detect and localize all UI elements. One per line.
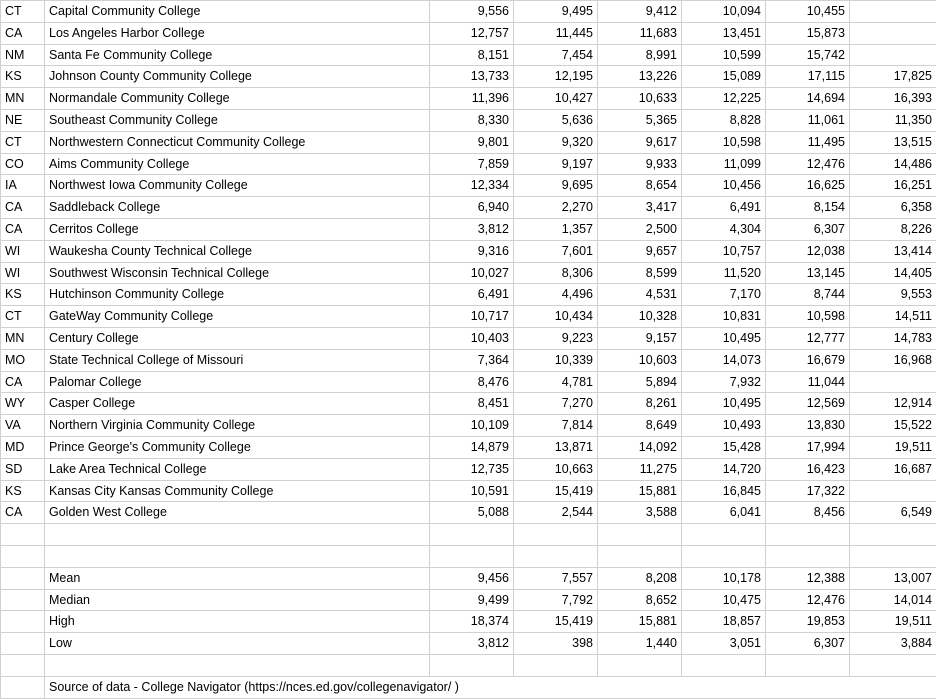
cell-institution-name[interactable]: Waukesha County Technical College bbox=[45, 240, 430, 262]
cell-value-1[interactable]: 6,940 bbox=[430, 197, 514, 219]
cell-summary-label[interactable]: High bbox=[45, 611, 430, 633]
cell-blank[interactable] bbox=[1, 633, 45, 655]
cell-value-6[interactable] bbox=[850, 44, 936, 66]
cell-summary-value-4[interactable]: 3,051 bbox=[682, 633, 766, 655]
cell-value-5[interactable]: 16,625 bbox=[766, 175, 850, 197]
cell-blank[interactable] bbox=[766, 545, 850, 567]
cell-summary-value-5[interactable]: 6,307 bbox=[766, 633, 850, 655]
cell-institution-name[interactable]: Casper College bbox=[45, 393, 430, 415]
cell-institution-name[interactable]: Southeast Community College bbox=[45, 109, 430, 131]
cell-state[interactable]: SD bbox=[1, 458, 45, 480]
cell-institution-name[interactable]: Northwest Iowa Community College bbox=[45, 175, 430, 197]
cell-summary-value-5[interactable]: 12,476 bbox=[766, 589, 850, 611]
cell-state[interactable]: KS bbox=[1, 66, 45, 88]
table-row bbox=[1, 327, 936, 349]
cell-value-2[interactable]: 11,445 bbox=[514, 22, 598, 44]
cell-value-5[interactable]: 13,145 bbox=[766, 262, 850, 284]
summary-row bbox=[1, 633, 936, 655]
cell-value-6[interactable]: 15,522 bbox=[850, 415, 936, 437]
cell-state[interactable]: CT bbox=[1, 306, 45, 328]
cell-value-1[interactable]: 13,733 bbox=[430, 66, 514, 88]
table-row bbox=[1, 436, 936, 458]
blank-row bbox=[1, 524, 936, 546]
table-row bbox=[1, 306, 936, 328]
cell-summary-value-6[interactable]: 3,884 bbox=[850, 633, 936, 655]
cell-value-3[interactable]: 9,617 bbox=[598, 131, 682, 153]
cell-value-2[interactable]: 7,454 bbox=[514, 44, 598, 66]
cell-value-6[interactable]: 13,414 bbox=[850, 240, 936, 262]
cell-institution-name[interactable]: Santa Fe Community College bbox=[45, 44, 430, 66]
cell-blank[interactable] bbox=[514, 524, 598, 546]
cell-value-2[interactable]: 9,695 bbox=[514, 175, 598, 197]
cell-value-6[interactable]: 17,825 bbox=[850, 66, 936, 88]
cell-value-5[interactable]: 15,873 bbox=[766, 22, 850, 44]
cell-value-1[interactable]: 10,717 bbox=[430, 306, 514, 328]
cell-institution-name[interactable]: Kansas City Kansas Community College bbox=[45, 480, 430, 502]
cell-state[interactable]: CA bbox=[1, 218, 45, 240]
cell-state[interactable]: CT bbox=[1, 131, 45, 153]
cell-value-5[interactable]: 13,830 bbox=[766, 415, 850, 437]
cell-value-6[interactable]: 6,549 bbox=[850, 502, 936, 524]
cell-value-3[interactable]: 10,328 bbox=[598, 306, 682, 328]
cell-state[interactable]: CO bbox=[1, 153, 45, 175]
cell-institution-name[interactable]: Normandale Community College bbox=[45, 88, 430, 110]
cell-blank[interactable] bbox=[1, 524, 45, 546]
cell-blank[interactable] bbox=[850, 545, 936, 567]
cell-state[interactable]: CA bbox=[1, 502, 45, 524]
cell-institution-name[interactable]: Capital Community College bbox=[45, 1, 430, 23]
cell-value-6[interactable]: 16,687 bbox=[850, 458, 936, 480]
cell-value-4[interactable]: 12,225 bbox=[682, 88, 766, 110]
cell-value-4[interactable]: 10,456 bbox=[682, 175, 766, 197]
cell-value-5[interactable]: 11,061 bbox=[766, 109, 850, 131]
cell-value-6[interactable]: 13,515 bbox=[850, 131, 936, 153]
cell-value-4[interactable]: 10,757 bbox=[682, 240, 766, 262]
cell-value-2[interactable]: 9,495 bbox=[514, 1, 598, 23]
cell-value-1[interactable]: 12,757 bbox=[430, 22, 514, 44]
cell-blank[interactable] bbox=[430, 524, 514, 546]
table-row bbox=[1, 502, 936, 524]
cell-value-5[interactable]: 10,598 bbox=[766, 306, 850, 328]
cell-state[interactable]: CA bbox=[1, 197, 45, 219]
cell-institution-name[interactable]: Golden West College bbox=[45, 502, 430, 524]
table-row bbox=[1, 262, 936, 284]
cell-value-5[interactable]: 12,569 bbox=[766, 393, 850, 415]
cell-state[interactable]: CA bbox=[1, 371, 45, 393]
cell-value-3[interactable]: 5,894 bbox=[598, 371, 682, 393]
cell-value-3[interactable]: 9,157 bbox=[598, 327, 682, 349]
cell-blank[interactable] bbox=[682, 654, 766, 676]
blank-row bbox=[1, 545, 936, 567]
cell-value-3[interactable]: 13,226 bbox=[598, 66, 682, 88]
cell-value-1[interactable]: 11,396 bbox=[430, 88, 514, 110]
cell-value-1[interactable]: 8,476 bbox=[430, 371, 514, 393]
cell-value-4[interactable]: 14,073 bbox=[682, 349, 766, 371]
cell-blank[interactable] bbox=[1, 654, 45, 676]
cell-summary-value-2[interactable]: 7,792 bbox=[514, 589, 598, 611]
cell-blank[interactable] bbox=[766, 524, 850, 546]
cell-summary-value-2[interactable]: 398 bbox=[514, 633, 598, 655]
cell-value-4[interactable]: 7,932 bbox=[682, 371, 766, 393]
cell-blank[interactable] bbox=[430, 545, 514, 567]
cell-summary-label[interactable]: Mean bbox=[45, 567, 430, 589]
cell-value-5[interactable]: 12,038 bbox=[766, 240, 850, 262]
cell-value-2[interactable]: 5,636 bbox=[514, 109, 598, 131]
cell-value-2[interactable]: 9,223 bbox=[514, 327, 598, 349]
cell-state[interactable]: KS bbox=[1, 284, 45, 306]
cell-value-5[interactable]: 17,322 bbox=[766, 480, 850, 502]
cell-state[interactable]: MO bbox=[1, 349, 45, 371]
cell-value-3[interactable]: 9,412 bbox=[598, 1, 682, 23]
cell-value-2[interactable]: 1,357 bbox=[514, 218, 598, 240]
cell-value-3[interactable]: 11,275 bbox=[598, 458, 682, 480]
cell-value-1[interactable]: 9,801 bbox=[430, 131, 514, 153]
table-row bbox=[1, 175, 936, 197]
cell-institution-name[interactable]: GateWay Community College bbox=[45, 306, 430, 328]
cell-value-1[interactable]: 6,491 bbox=[430, 284, 514, 306]
cell-blank[interactable] bbox=[1, 589, 45, 611]
cell-state[interactable]: MD bbox=[1, 436, 45, 458]
cell-value-4[interactable]: 16,845 bbox=[682, 480, 766, 502]
cell-summary-value-6[interactable]: 14,014 bbox=[850, 589, 936, 611]
cell-value-2[interactable]: 8,306 bbox=[514, 262, 598, 284]
table-row bbox=[1, 218, 936, 240]
cell-value-4[interactable]: 10,493 bbox=[682, 415, 766, 437]
cell-value-3[interactable]: 8,654 bbox=[598, 175, 682, 197]
cell-institution-name[interactable]: Southwest Wisconsin Technical College bbox=[45, 262, 430, 284]
cell-summary-value-3[interactable]: 8,652 bbox=[598, 589, 682, 611]
cell-value-5[interactable]: 17,994 bbox=[766, 436, 850, 458]
cell-value-5[interactable]: 8,154 bbox=[766, 197, 850, 219]
cell-value-2[interactable]: 7,270 bbox=[514, 393, 598, 415]
table-row bbox=[1, 66, 936, 88]
cell-institution-name[interactable]: Cerritos College bbox=[45, 218, 430, 240]
cell-value-4[interactable]: 11,099 bbox=[682, 153, 766, 175]
cell-value-3[interactable]: 2,500 bbox=[598, 218, 682, 240]
cell-value-4[interactable]: 10,831 bbox=[682, 306, 766, 328]
cell-summary-value-3[interactable]: 15,881 bbox=[598, 611, 682, 633]
cell-blank[interactable] bbox=[514, 654, 598, 676]
cell-blank[interactable] bbox=[682, 545, 766, 567]
cell-summary-value-6[interactable]: 19,511 bbox=[850, 611, 936, 633]
cell-value-1[interactable]: 10,403 bbox=[430, 327, 514, 349]
cell-state[interactable]: CA bbox=[1, 22, 45, 44]
cell-value-6[interactable]: 16,393 bbox=[850, 88, 936, 110]
cell-value-4[interactable]: 13,451 bbox=[682, 22, 766, 44]
cell-state[interactable]: NM bbox=[1, 44, 45, 66]
cell-value-6[interactable]: 8,226 bbox=[850, 218, 936, 240]
table-row bbox=[1, 349, 936, 371]
cell-blank[interactable] bbox=[850, 654, 936, 676]
cell-value-5[interactable]: 8,744 bbox=[766, 284, 850, 306]
table-row bbox=[1, 109, 936, 131]
cell-value-5[interactable]: 11,495 bbox=[766, 131, 850, 153]
cell-value-5[interactable]: 16,423 bbox=[766, 458, 850, 480]
cell-value-1[interactable]: 10,591 bbox=[430, 480, 514, 502]
cell-value-6[interactable]: 9,553 bbox=[850, 284, 936, 306]
cell-value-6[interactable]: 11,350 bbox=[850, 109, 936, 131]
cell-state[interactable]: KS bbox=[1, 480, 45, 502]
cell-institution-name[interactable]: Aims Community College bbox=[45, 153, 430, 175]
cell-value-1[interactable]: 8,330 bbox=[430, 109, 514, 131]
cell-value-6[interactable] bbox=[850, 480, 936, 502]
cell-institution-name[interactable]: State Technical College of Missouri bbox=[45, 349, 430, 371]
cell-value-5[interactable]: 12,476 bbox=[766, 153, 850, 175]
cell-value-1[interactable]: 9,316 bbox=[430, 240, 514, 262]
cell-value-3[interactable]: 11,683 bbox=[598, 22, 682, 44]
cell-value-2[interactable]: 2,270 bbox=[514, 197, 598, 219]
cell-value-1[interactable]: 7,364 bbox=[430, 349, 514, 371]
cell-value-2[interactable]: 15,419 bbox=[514, 480, 598, 502]
cell-value-1[interactable]: 9,556 bbox=[430, 1, 514, 23]
table-row bbox=[1, 131, 936, 153]
cell-value-2[interactable]: 12,195 bbox=[514, 66, 598, 88]
cell-summary-value-3[interactable]: 8,208 bbox=[598, 567, 682, 589]
cell-value-4[interactable]: 8,828 bbox=[682, 109, 766, 131]
table-row bbox=[1, 393, 936, 415]
table-row bbox=[1, 480, 936, 502]
table-row bbox=[1, 197, 936, 219]
source-note-text: Source of data - College Navigator (https://nces.ed.gov/collegenavigator/ ) bbox=[49, 680, 459, 694]
cell-value-4[interactable]: 10,094 bbox=[682, 1, 766, 23]
cell-value-6[interactable]: 14,511 bbox=[850, 306, 936, 328]
cell-value-5[interactable]: 6,307 bbox=[766, 218, 850, 240]
cell-institution-name[interactable]: Prince George's Community College bbox=[45, 436, 430, 458]
cell-value-4[interactable]: 6,041 bbox=[682, 502, 766, 524]
cell-value-2[interactable]: 10,339 bbox=[514, 349, 598, 371]
cell-value-6[interactable]: 14,405 bbox=[850, 262, 936, 284]
cell-summary-label[interactable]: Low bbox=[45, 633, 430, 655]
cell-value-2[interactable]: 9,320 bbox=[514, 131, 598, 153]
cell-summary-value-3[interactable]: 1,440 bbox=[598, 633, 682, 655]
cell-state[interactable]: MN bbox=[1, 88, 45, 110]
cell-value-3[interactable]: 14,092 bbox=[598, 436, 682, 458]
cell-state[interactable]: WY bbox=[1, 393, 45, 415]
cell-summary-value-1[interactable]: 18,374 bbox=[430, 611, 514, 633]
cell-value-2[interactable]: 7,601 bbox=[514, 240, 598, 262]
cell-value-3[interactable]: 9,657 bbox=[598, 240, 682, 262]
cell-value-3[interactable]: 9,933 bbox=[598, 153, 682, 175]
cell-value-3[interactable]: 15,881 bbox=[598, 480, 682, 502]
cell-value-2[interactable]: 9,197 bbox=[514, 153, 598, 175]
cell-value-1[interactable]: 7,859 bbox=[430, 153, 514, 175]
cell-value-5[interactable]: 11,044 bbox=[766, 371, 850, 393]
cell-value-3[interactable]: 8,599 bbox=[598, 262, 682, 284]
table-row bbox=[1, 458, 936, 480]
cell-value-1[interactable]: 8,451 bbox=[430, 393, 514, 415]
table-row bbox=[1, 88, 936, 110]
cell-value-5[interactable]: 12,777 bbox=[766, 327, 850, 349]
source-note[interactable] bbox=[45, 676, 936, 698]
cell-value-5[interactable]: 16,679 bbox=[766, 349, 850, 371]
summary-row bbox=[1, 567, 936, 589]
cell-value-3[interactable]: 10,603 bbox=[598, 349, 682, 371]
cell-summary-value-5[interactable]: 19,853 bbox=[766, 611, 850, 633]
cell-institution-name[interactable]: Century College bbox=[45, 327, 430, 349]
cell-value-6[interactable]: 12,914 bbox=[850, 393, 936, 415]
cell-value-5[interactable]: 17,115 bbox=[766, 66, 850, 88]
cell-value-4[interactable]: 10,599 bbox=[682, 44, 766, 66]
source-note-row bbox=[1, 676, 936, 698]
cell-value-1[interactable]: 10,027 bbox=[430, 262, 514, 284]
cell-value-1[interactable]: 12,735 bbox=[430, 458, 514, 480]
cell-value-3[interactable]: 8,649 bbox=[598, 415, 682, 437]
cell-value-6[interactable]: 14,783 bbox=[850, 327, 936, 349]
cell-value-5[interactable]: 14,694 bbox=[766, 88, 850, 110]
cell-value-4[interactable]: 4,304 bbox=[682, 218, 766, 240]
cell-value-4[interactable]: 6,491 bbox=[682, 197, 766, 219]
cell-summary-value-2[interactable]: 15,419 bbox=[514, 611, 598, 633]
cell-blank[interactable] bbox=[1, 676, 45, 698]
cell-institution-name[interactable]: Palomar College bbox=[45, 371, 430, 393]
cell-institution-name[interactable]: Saddleback College bbox=[45, 197, 430, 219]
cell-state[interactable]: WI bbox=[1, 240, 45, 262]
cell-value-3[interactable]: 8,991 bbox=[598, 44, 682, 66]
table-row bbox=[1, 153, 936, 175]
cell-institution-name[interactable]: Hutchinson Community College bbox=[45, 284, 430, 306]
cell-value-4[interactable]: 15,089 bbox=[682, 66, 766, 88]
cell-value-1[interactable]: 14,879 bbox=[430, 436, 514, 458]
cell-value-6[interactable]: 14,486 bbox=[850, 153, 936, 175]
cell-institution-name[interactable]: Johnson County Community College bbox=[45, 66, 430, 88]
cell-value-1[interactable]: 12,334 bbox=[430, 175, 514, 197]
cell-value-4[interactable]: 10,598 bbox=[682, 131, 766, 153]
cell-value-6[interactable]: 6,358 bbox=[850, 197, 936, 219]
table-row bbox=[1, 1, 936, 23]
cell-summary-label[interactable]: Median bbox=[45, 589, 430, 611]
cell-value-2[interactable]: 2,544 bbox=[514, 502, 598, 524]
cell-institution-name[interactable]: Lake Area Technical College bbox=[45, 458, 430, 480]
cell-summary-value-1[interactable]: 9,499 bbox=[430, 589, 514, 611]
cell-value-2[interactable]: 13,871 bbox=[514, 436, 598, 458]
cell-value-3[interactable]: 8,261 bbox=[598, 393, 682, 415]
cell-value-2[interactable]: 10,434 bbox=[514, 306, 598, 328]
cell-blank[interactable] bbox=[1, 545, 45, 567]
cell-value-5[interactable]: 15,742 bbox=[766, 44, 850, 66]
cell-state[interactable]: MN bbox=[1, 327, 45, 349]
cell-value-4[interactable]: 14,720 bbox=[682, 458, 766, 480]
cell-blank[interactable] bbox=[682, 524, 766, 546]
cell-blank[interactable] bbox=[1, 611, 45, 633]
cell-value-3[interactable]: 3,417 bbox=[598, 197, 682, 219]
cell-value-4[interactable]: 7,170 bbox=[682, 284, 766, 306]
cell-blank[interactable] bbox=[45, 654, 430, 676]
cell-state[interactable]: CT bbox=[1, 1, 45, 23]
table-row bbox=[1, 22, 936, 44]
cell-summary-value-4[interactable]: 18,857 bbox=[682, 611, 766, 633]
cell-blank[interactable] bbox=[598, 654, 682, 676]
cell-value-2[interactable]: 4,781 bbox=[514, 371, 598, 393]
cell-summary-value-1[interactable]: 3,812 bbox=[430, 633, 514, 655]
cell-value-4[interactable]: 11,520 bbox=[682, 262, 766, 284]
cell-value-3[interactable]: 5,365 bbox=[598, 109, 682, 131]
cell-summary-value-6[interactable]: 13,007 bbox=[850, 567, 936, 589]
cell-value-1[interactable]: 5,088 bbox=[430, 502, 514, 524]
table-row bbox=[1, 415, 936, 437]
cell-value-1[interactable]: 3,812 bbox=[430, 218, 514, 240]
cell-blank[interactable] bbox=[45, 545, 430, 567]
cell-state[interactable]: WI bbox=[1, 262, 45, 284]
cell-value-4[interactable]: 15,428 bbox=[682, 436, 766, 458]
cell-summary-value-2[interactable]: 7,557 bbox=[514, 567, 598, 589]
cell-value-2[interactable]: 10,663 bbox=[514, 458, 598, 480]
cell-blank[interactable] bbox=[598, 524, 682, 546]
cell-value-6[interactable] bbox=[850, 22, 936, 44]
cell-institution-name[interactable]: Northwestern Connecticut Community College bbox=[45, 131, 430, 153]
cell-summary-value-4[interactable]: 10,475 bbox=[682, 589, 766, 611]
cell-value-3[interactable]: 10,633 bbox=[598, 88, 682, 110]
cell-state[interactable]: NE bbox=[1, 109, 45, 131]
table-row bbox=[1, 44, 936, 66]
cell-blank[interactable] bbox=[514, 545, 598, 567]
cell-value-3[interactable]: 3,588 bbox=[598, 502, 682, 524]
cell-summary-value-1[interactable]: 9,456 bbox=[430, 567, 514, 589]
cell-value-6[interactable]: 19,511 bbox=[850, 436, 936, 458]
cell-value-2[interactable]: 7,814 bbox=[514, 415, 598, 437]
cell-value-2[interactable]: 4,496 bbox=[514, 284, 598, 306]
cell-blank[interactable] bbox=[430, 654, 514, 676]
cell-value-4[interactable]: 10,495 bbox=[682, 327, 766, 349]
cell-blank[interactable] bbox=[1, 567, 45, 589]
cell-value-1[interactable]: 8,151 bbox=[430, 44, 514, 66]
table-row bbox=[1, 371, 936, 393]
cell-summary-value-4[interactable]: 10,178 bbox=[682, 567, 766, 589]
table-row bbox=[1, 240, 936, 262]
cell-value-3[interactable]: 4,531 bbox=[598, 284, 682, 306]
cell-value-5[interactable]: 8,456 bbox=[766, 502, 850, 524]
table-row bbox=[1, 284, 936, 306]
blank-row bbox=[1, 654, 936, 676]
cell-value-6[interactable] bbox=[850, 1, 936, 23]
cell-blank[interactable] bbox=[598, 545, 682, 567]
cell-summary-value-5[interactable]: 12,388 bbox=[766, 567, 850, 589]
cell-blank[interactable] bbox=[850, 524, 936, 546]
cell-value-6[interactable]: 16,968 bbox=[850, 349, 936, 371]
summary-row bbox=[1, 611, 936, 633]
cell-value-4[interactable]: 10,495 bbox=[682, 393, 766, 415]
cell-blank[interactable] bbox=[45, 524, 430, 546]
summary-row bbox=[1, 589, 936, 611]
cell-state[interactable]: VA bbox=[1, 415, 45, 437]
cell-value-5[interactable]: 10,455 bbox=[766, 1, 850, 23]
cell-institution-name[interactable]: Northern Virginia Community College bbox=[45, 415, 430, 437]
cell-value-6[interactable]: 16,251 bbox=[850, 175, 936, 197]
cell-blank[interactable] bbox=[766, 654, 850, 676]
cell-value-6[interactable] bbox=[850, 371, 936, 393]
cell-value-2[interactable]: 10,427 bbox=[514, 88, 598, 110]
cell-value-1[interactable]: 10,109 bbox=[430, 415, 514, 437]
cell-institution-name[interactable]: Los Angeles Harbor College bbox=[45, 22, 430, 44]
cell-state[interactable]: IA bbox=[1, 175, 45, 197]
